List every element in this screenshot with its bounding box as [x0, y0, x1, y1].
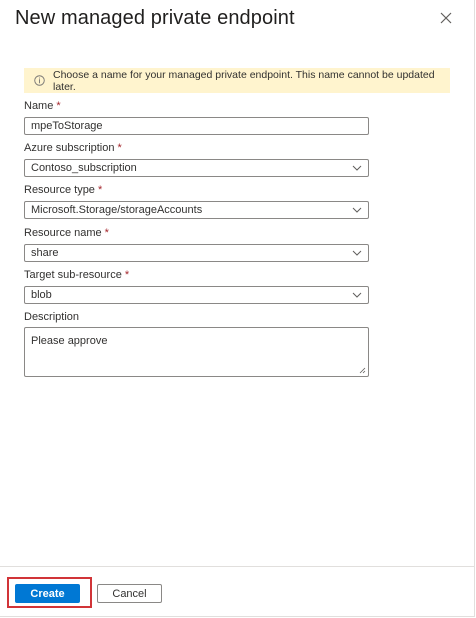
info-banner [24, 68, 450, 93]
description-label: Description [24, 311, 80, 323]
info-text: Choose a name for your managed private endpoint. This name cannot be updated later. [53, 68, 435, 93]
name-input[interactable]: mpeToStorage [24, 117, 369, 135]
footer-divider [0, 566, 475, 567]
resource-name-dropdown[interactable]: share [24, 244, 369, 262]
subscription-label: Azure subscription * [24, 142, 122, 154]
resize-grip-icon[interactable] [359, 367, 366, 374]
description-textarea[interactable]: Please approve [24, 327, 369, 377]
name-label: Name * [24, 100, 61, 112]
required-mark: * [117, 142, 122, 154]
subscription-dropdown[interactable]: Contoso_subscription [24, 159, 369, 177]
required-mark: * [97, 184, 103, 196]
required-mark: * [56, 100, 61, 112]
target-subresource-dropdown[interactable]: blob [24, 286, 369, 304]
cancel-button[interactable]: Cancel [97, 584, 162, 603]
resource-name-label: Resource name * [24, 227, 109, 239]
chevron-down-icon [352, 249, 362, 257]
chevron-down-icon [352, 206, 362, 214]
resource-type-dropdown[interactable]: Microsoft.Storage/storageAccounts [24, 201, 369, 219]
target-subresource-label: Target sub-resource * [24, 269, 130, 281]
chevron-down-icon [352, 291, 362, 299]
close-icon[interactable] [438, 10, 454, 26]
required-mark: * [104, 227, 109, 239]
chevron-down-icon [352, 164, 362, 172]
panel-title: New managed private endpoint [15, 7, 295, 29]
create-button[interactable]: Create [15, 584, 80, 603]
info-icon [34, 75, 45, 86]
resource-type-label: Resource type * [24, 184, 103, 196]
required-mark: * [124, 269, 130, 281]
